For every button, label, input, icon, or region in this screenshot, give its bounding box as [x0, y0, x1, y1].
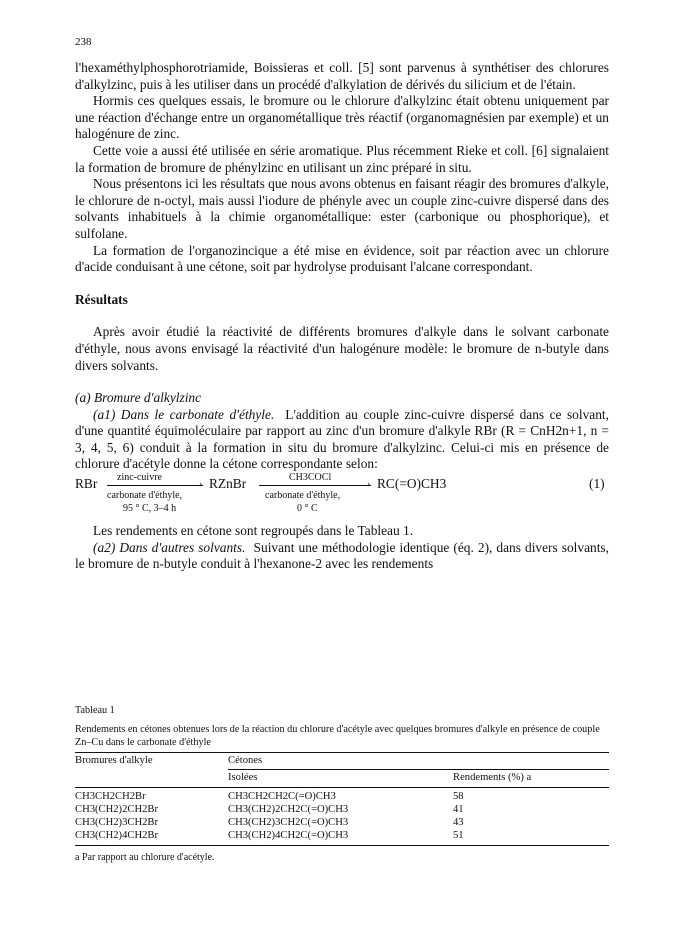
page-number: 238: [75, 36, 92, 48]
eq-arrowhead-1: ›: [199, 479, 203, 491]
table-header-ketones: Cétones: [228, 755, 263, 766]
table-bottom-rule: [75, 845, 609, 846]
table-header-rule: [75, 787, 609, 788]
eq-above-2: CH3COCl: [289, 472, 332, 484]
after-equation-text: Les rendements en cétone sont regroupés dans le Tableau 1.: [93, 523, 414, 539]
table-sub-rule: [228, 769, 609, 770]
eq-arrow-1: [107, 485, 203, 486]
paragraph-2: Hormis ces quelques essais, le bromure ou le chlorure d'alkylzinc était obtenu uniquement par une réaction d'échange entre un organométallique très réactif (organomagnésien par exemple) et un halogénure de zinc.: [75, 93, 609, 142]
eq-arrow-2: [259, 485, 371, 486]
table-row-yield: 58: [453, 791, 464, 802]
eq-reactant: RBr: [75, 476, 98, 492]
paragraph-4: Nous présentons ici les résultats que nous avons obtenus en faisant réagir des bromures d'alkyle, le chlorure de n-octyl, mais aussi l'iodure de phényle avec un couple zinc-cuivre dispersé dans des solvants inhabituels à la chimie organométallique: ester (carbonique ou phosphorique), et sulfolane.: [75, 176, 609, 241]
eq-below-1a: carbonate d'éthyle,: [107, 490, 183, 502]
table-row-ketone: CH3(CH2)2CH2C(=O)CH3: [228, 804, 349, 815]
section-title: Résultats: [75, 291, 128, 307]
a2-paragraph: [75, 540, 609, 573]
eq-below-2a: carbonate d'éthyle,: [265, 490, 341, 502]
eq-below-1b: 95 ° C, 3–4 h: [123, 503, 177, 515]
eq-number: (1): [589, 476, 605, 492]
a2-text: Suivant une méthodologie identique (éq. 2), dans divers solvants, le bromure de n-butyle conduit à l'hexanone-2 avec les rendements: [75, 539, 609, 572]
table-row-yield: 41: [453, 804, 464, 815]
results-paragraph: Après avoir étudié la réactivité de différents bromures d'alkyle dans le solvant carbonate d'éthyle, nous avons envisagé la réactivité d'un halogénure modèle: le bromure de n-butyle dans divers solvants.: [75, 324, 609, 373]
eq-above-1: zinc-cuivre: [117, 472, 162, 484]
table-top-rule: [75, 752, 609, 753]
paragraph-5: La formation de l'organozincique a été mise en évidence, soit par réaction avec un chlorure d'acide conduisant à une cétone, soit par hydrolyse produisant l'alcane correspondant.: [75, 242, 609, 275]
a1-title: (a1) Dans le carbonate d'éthyle.: [93, 406, 275, 422]
table-caption: Rendements en cétones obtenues lors de la réaction du chlorure d'acétyle avec quelques bromures d'alkyle en présence de couple Zn–Cu dans le carbonate d'éthyle: [75, 724, 600, 748]
table-row-bromide: CH3(CH2)3CH2Br: [75, 817, 158, 828]
eq-intermediate: RZnBr: [209, 476, 247, 492]
eq-arrowhead-2: ›: [367, 479, 371, 491]
table-row-bromide: CH3CH2CH2Br: [75, 791, 146, 802]
table-footnote: a Par rapport au chlorure d'acétyle.: [75, 852, 215, 863]
table-subheader-yield: Rendements (%) a: [453, 772, 532, 783]
a1-text: L'addition au couple zinc-cuivre dispersé dans ce solvant, d'une quantité équimoléculaire par rapport au zinc d'un bromure d'alkyle RBr (R = CnH2n+1, n = 3, 4, 5, 6) conduit à la formation in situ du bromure d'alkylzinc. Celui-ci mis en présence de chlorure d'acétyle donne la cétone correspondante selon:: [75, 406, 609, 472]
table-row-ketone: CH3(CH2)3CH2C(=O)CH3: [228, 817, 349, 828]
subsection-title: (a) Bromure d'alkylzinc: [75, 390, 202, 406]
table-subheader-isolated: Isolées: [228, 772, 258, 783]
reaction-equation: [75, 473, 609, 523]
table-row-ketone: CH3(CH2)4CH2C(=O)CH3: [228, 830, 349, 841]
table-row-yield: 43: [453, 817, 464, 828]
table-row-bromide: CH3(CH2)2CH2Br: [75, 804, 158, 815]
table-label: Tableau 1: [75, 705, 115, 716]
table-caption-block: [75, 704, 609, 749]
paragraph-1: l'hexaméthylphosphorotriamide, Boissieras et coll. [5] sont parvenus à synthétiser des chlorures d'alkylzinc, puis à les utiliser dans un procédé d'alkylation de dérivés du silicium et de l'étain.: [75, 60, 609, 92]
table-row-bromide: CH3(CH2)4CH2Br: [75, 830, 158, 841]
a1-paragraph: [75, 407, 609, 473]
paragraph-3: Cette voie a aussi été utilisée en série aromatique. Plus récemment Rieke et coll. [6] signalaient la formation de bromure de phénylzinc en utilisant un zinc préparé in situ.: [75, 142, 609, 175]
eq-below-2b: 0 ° C: [297, 503, 318, 515]
table-row-yield: 51: [453, 830, 464, 841]
eq-product: RC(=O)CH3: [377, 476, 447, 492]
table-header-bromides: Bromures d'alkyle: [75, 755, 153, 766]
a2-title: (a2) Dans d'autres solvants.: [93, 539, 246, 555]
table-row-ketone: CH3CH2CH2C(=O)CH3: [228, 791, 336, 802]
article-body: [75, 60, 609, 573]
